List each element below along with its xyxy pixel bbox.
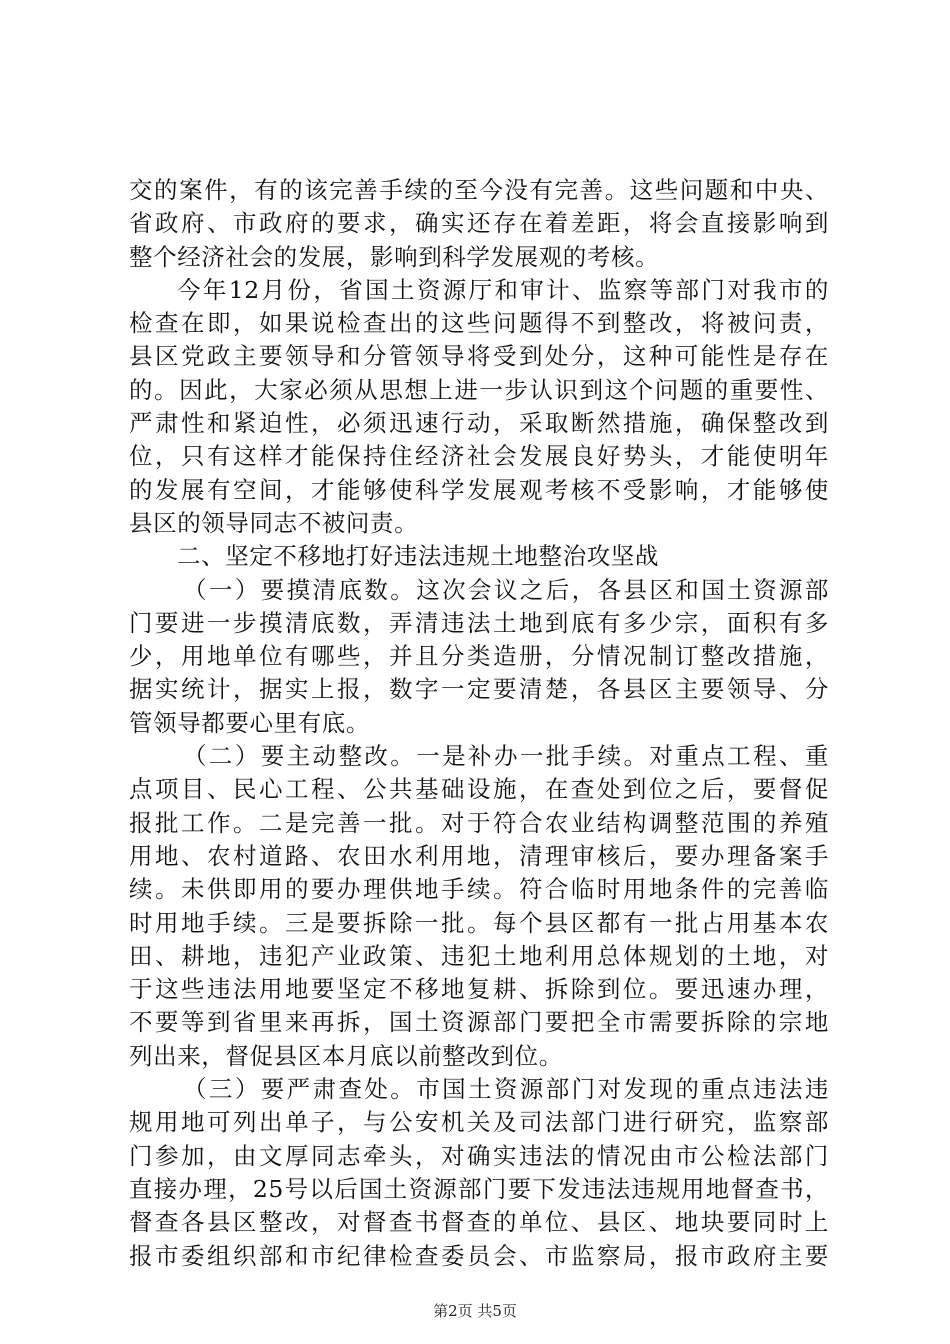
text-line: 时用地手续。三是要拆除一批。每个县区都有一批占用基本农	[129, 908, 829, 937]
text-line: 县区党政主要领导和分管领导将受到处分，这种可能性是存在	[129, 342, 829, 371]
text-line: 整个经济社会的发展，影响到科学发展观的考核。	[129, 242, 660, 271]
text-line: 续。未供即用的要办理供地手续。符合临时用地条件的完善临	[129, 875, 829, 904]
text-line: 县区的领导同志不被问责。	[129, 508, 419, 537]
text-line: 报批工作。二是完善一批。对于符合农业结构调整范围的养殖	[129, 808, 829, 837]
text-line: 少，用地单位有哪些，并且分类造册，分情况制订整改措施，	[129, 642, 829, 671]
text-line: 位，只有这样才能保持住经济社会发展良好势头，才能使明年	[129, 442, 829, 471]
section-heading: 二、坚定不移地打好违法违规土地整治攻坚战	[177, 542, 659, 571]
text-line: 直接办理，25号以后国土资源部门要下发违法违规用地督查书，	[129, 1174, 829, 1203]
text-line: 田、耕地，违犯产业政策、违犯土地利用总体规划的土地，对	[129, 941, 829, 970]
paragraph-first-line: （三）要严肃查处。市国土资源部门对发现的重点违法违	[183, 1075, 829, 1104]
text-line: 督查各县区整改，对督查书督查的单位、县区、地块要同时上	[129, 1208, 829, 1237]
text-line: 据实统计，据实上报，数字一定要清楚，各县区主要领导、分	[129, 675, 829, 704]
text-line: 门要进一步摸清底数，弄清违法土地到底有多少宗，面积有多	[129, 608, 829, 637]
text-line: 交的案件，有的该完善手续的至今没有完善。这些问题和中央、	[129, 176, 829, 204]
text-line: 检查在即，如果说检查出的这些问题得不到整改，将被问责，	[129, 309, 829, 338]
paragraph-first-line: 今年12月份，省国土资源厅和审计、监察等部门对我市的	[177, 275, 829, 304]
text-line: 不要等到省里来再拆，国土资源部门要把全市需要拆除的宗地	[129, 1008, 829, 1037]
paragraph-first-line: （一）要摸清底数。这次会议之后，各县区和国土资源部	[183, 575, 829, 604]
text-line: 报市委组织部和市纪律检查委员会、市监察局，报市政府主要	[129, 1241, 829, 1270]
text-line: 用地、农村道路、农田水利用地，清理审核后，要办理备案手	[129, 841, 829, 870]
text-line: 门参加，由文厚同志牵头，对确实违法的情况由市公检法部门	[129, 1141, 829, 1170]
text-line: 的。因此，大家必须从思想上进一步认识到这个问题的重要性、	[129, 375, 829, 404]
text-line: 严肃性和紧迫性，必须迅速行动，采取断然措施，确保整改到	[129, 409, 829, 438]
text-line: 点项目、民心工程、公共基础设施，在查处到位之后，要督促	[129, 775, 829, 804]
page-number-footer: 第2页 共5页	[433, 1302, 517, 1320]
text-line: 列出来，督促县区本月底以前整改到位。	[129, 1041, 563, 1070]
text-line: 于这些违法用地要坚定不移地复耕、拆除到位。要迅速办理，	[129, 975, 829, 1004]
text-line: 管领导都要心里有底。	[129, 708, 370, 737]
document-body	[129, 174, 829, 1273]
text-line: 的发展有空间，才能够使科学发展观考核不受影响，才能够使	[129, 475, 829, 504]
text-line: 规用地可列出单子，与公安机关及司法部门进行研究，监察部	[129, 1108, 829, 1137]
paragraph-first-line: （二）要主动整改。一是补办一批手续。对重点工程、重	[183, 742, 829, 771]
text-line: 省政府、市政府的要求，确实还存在着差距，将会直接影响到	[129, 209, 829, 238]
